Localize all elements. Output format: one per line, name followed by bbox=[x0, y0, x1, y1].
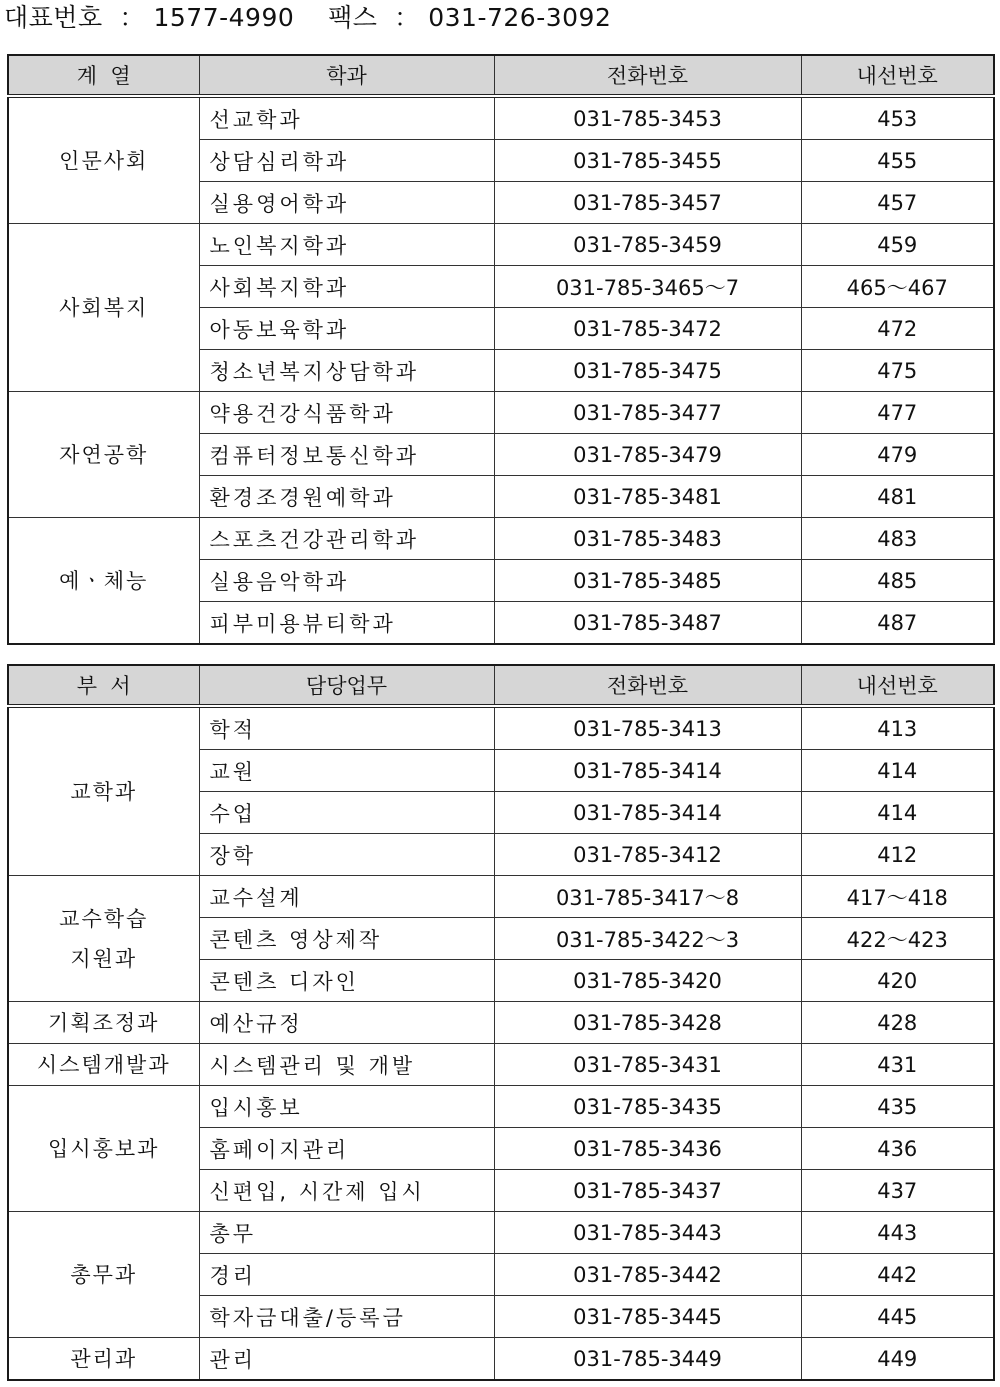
department-name: 피부미용뷰티학과 bbox=[199, 602, 494, 645]
phone-number: 031-785-3422～3 bbox=[494, 918, 801, 960]
phone-number: 031-785-3414 bbox=[494, 750, 801, 792]
header-department: 학과 bbox=[199, 55, 494, 96]
field-group-cell: 사회복지 bbox=[8, 224, 199, 392]
field-group-cell: 인문사회 bbox=[8, 96, 199, 224]
phone-number: 031-785-3442 bbox=[494, 1254, 801, 1296]
header-phone: 전화번호 bbox=[494, 665, 801, 706]
table-row bbox=[8, 518, 994, 560]
table-row bbox=[8, 1338, 994, 1381]
office-group-cell: 기획조정과 bbox=[8, 1002, 199, 1044]
phone-number: 031-785-3481 bbox=[494, 476, 801, 518]
extension-number: 453 bbox=[801, 96, 994, 140]
table-row bbox=[8, 1086, 994, 1128]
extension-number: 477 bbox=[801, 392, 994, 434]
header-office: 부 서 bbox=[8, 665, 199, 706]
extension-number: 414 bbox=[801, 750, 994, 792]
extension-number: 445 bbox=[801, 1296, 994, 1338]
phone-number: 031-785-3445 bbox=[494, 1296, 801, 1338]
extension-number: 455 bbox=[801, 140, 994, 182]
department-name: 노인복지학과 bbox=[199, 224, 494, 266]
duty-name: 시스템관리 및 개발 bbox=[199, 1044, 494, 1086]
extension-number: 481 bbox=[801, 476, 994, 518]
department-name: 실용음악학과 bbox=[199, 560, 494, 602]
extension-number: 442 bbox=[801, 1254, 994, 1296]
contact-line bbox=[4, 0, 611, 36]
office-group-cell: 시스템개발과 bbox=[8, 1044, 199, 1086]
duty-name: 관리 bbox=[199, 1338, 494, 1381]
office-group-cell: 관리과 bbox=[8, 1338, 199, 1381]
phone-number: 031-785-3437 bbox=[494, 1170, 801, 1212]
phone-number: 031-785-3465～7 bbox=[494, 266, 801, 308]
department-name: 스포츠건강관리학과 bbox=[199, 518, 494, 560]
extension-number: 413 bbox=[801, 706, 994, 750]
extension-number: 475 bbox=[801, 350, 994, 392]
phone-number: 031-785-3412 bbox=[494, 834, 801, 876]
table-header-row bbox=[8, 665, 994, 706]
phone-number: 031-785-3417～8 bbox=[494, 876, 801, 918]
phone-number: 031-785-3428 bbox=[494, 1002, 801, 1044]
department-name: 상담심리학과 bbox=[199, 140, 494, 182]
department-directory-body bbox=[8, 96, 994, 644]
extension-number: 443 bbox=[801, 1212, 994, 1254]
extension-number: 431 bbox=[801, 1044, 994, 1086]
header-phone: 전화번호 bbox=[494, 55, 801, 96]
phone-number: 031-785-3420 bbox=[494, 960, 801, 1002]
department-name: 컴퓨터정보통신학과 bbox=[199, 434, 494, 476]
table-row bbox=[8, 224, 994, 266]
extension-number: 417～418 bbox=[801, 876, 994, 918]
extension-number: 465～467 bbox=[801, 266, 994, 308]
header-extension: 내선번호 bbox=[801, 665, 994, 706]
phone-number: 031-785-3435 bbox=[494, 1086, 801, 1128]
phone-number: 031-785-3449 bbox=[494, 1338, 801, 1381]
extension-number: 457 bbox=[801, 182, 994, 224]
table-row bbox=[8, 1212, 994, 1254]
main-number-value: 1577-4990 bbox=[153, 3, 295, 32]
duty-name: 학적 bbox=[199, 706, 494, 750]
duty-name: 교수설계 bbox=[199, 876, 494, 918]
office-group-cell: 교학과 bbox=[8, 706, 199, 876]
phone-number: 031-785-3457 bbox=[494, 182, 801, 224]
extension-number: 437 bbox=[801, 1170, 994, 1212]
table-row bbox=[8, 876, 994, 918]
department-name: 실용영어학과 bbox=[199, 182, 494, 224]
phone-number: 031-785-3475 bbox=[494, 350, 801, 392]
extension-number: 422～423 bbox=[801, 918, 994, 960]
duty-name: 교원 bbox=[199, 750, 494, 792]
extension-number: 487 bbox=[801, 602, 994, 645]
extension-number: 472 bbox=[801, 308, 994, 350]
duty-name: 신편입, 시간제 입시 bbox=[199, 1170, 494, 1212]
extension-number: 420 bbox=[801, 960, 994, 1002]
extension-number: 414 bbox=[801, 792, 994, 834]
duty-name: 입시홍보 bbox=[199, 1086, 494, 1128]
extension-number: 428 bbox=[801, 1002, 994, 1044]
phone-number: 031-785-3487 bbox=[494, 602, 801, 645]
duty-name: 학자금대출/등록금 bbox=[199, 1296, 494, 1338]
phone-number: 031-785-3483 bbox=[494, 518, 801, 560]
table-row bbox=[8, 1002, 994, 1044]
fax-label: 팩스 bbox=[328, 3, 378, 32]
main-number-separator: ： bbox=[119, 3, 146, 32]
phone-number: 031-785-3479 bbox=[494, 434, 801, 476]
duty-name: 콘텐츠 디자인 bbox=[199, 960, 494, 1002]
phone-number: 031-785-3459 bbox=[494, 224, 801, 266]
phone-number: 031-785-3477 bbox=[494, 392, 801, 434]
extension-number: 459 bbox=[801, 224, 994, 266]
header-extension: 내선번호 bbox=[801, 55, 994, 96]
table-row bbox=[8, 1044, 994, 1086]
extension-number: 483 bbox=[801, 518, 994, 560]
duty-name: 총무 bbox=[199, 1212, 494, 1254]
department-name: 청소년복지상담학과 bbox=[199, 350, 494, 392]
duty-name: 장학 bbox=[199, 834, 494, 876]
phone-number: 031-785-3485 bbox=[494, 560, 801, 602]
header-field: 계 열 bbox=[8, 55, 199, 96]
duty-name: 홈페이지관리 bbox=[199, 1128, 494, 1170]
table-row bbox=[8, 392, 994, 434]
table-row bbox=[8, 706, 994, 750]
phone-number: 031-785-3414 bbox=[494, 792, 801, 834]
office-directory-body bbox=[8, 706, 994, 1380]
duty-name: 예산규정 bbox=[199, 1002, 494, 1044]
extension-number: 436 bbox=[801, 1128, 994, 1170]
table-header-row bbox=[8, 55, 994, 96]
department-name: 아동보육학과 bbox=[199, 308, 494, 350]
department-name: 선교학과 bbox=[199, 96, 494, 140]
duty-name: 콘텐츠 영상제작 bbox=[199, 918, 494, 960]
department-name: 약용건강식품학과 bbox=[199, 392, 494, 434]
phone-number: 031-785-3413 bbox=[494, 706, 801, 750]
phone-number: 031-785-3453 bbox=[494, 96, 801, 140]
extension-number: 412 bbox=[801, 834, 994, 876]
phone-number: 031-785-3472 bbox=[494, 308, 801, 350]
department-directory-table bbox=[7, 54, 995, 645]
header-duty: 담당업무 bbox=[199, 665, 494, 706]
extension-number: 435 bbox=[801, 1086, 994, 1128]
phone-number: 031-785-3455 bbox=[494, 140, 801, 182]
field-group-cell: 자연공학 bbox=[8, 392, 199, 518]
office-group-cell: 총무과 bbox=[8, 1212, 199, 1338]
extension-number: 479 bbox=[801, 434, 994, 476]
duty-name: 수업 bbox=[199, 792, 494, 834]
office-group-cell: 교수학습 지원과 bbox=[8, 876, 199, 1002]
fax-number-value: 031-726-3092 bbox=[428, 3, 612, 32]
extension-number: 449 bbox=[801, 1338, 994, 1381]
main-number-label: 대표번호 bbox=[4, 3, 103, 32]
office-directory-table bbox=[7, 664, 995, 1381]
department-name: 사회복지학과 bbox=[199, 266, 494, 308]
department-name: 환경조경원예학과 bbox=[199, 476, 494, 518]
office-group-cell: 입시홍보과 bbox=[8, 1086, 199, 1212]
extension-number: 485 bbox=[801, 560, 994, 602]
phone-number: 031-785-3431 bbox=[494, 1044, 801, 1086]
phone-number: 031-785-3443 bbox=[494, 1212, 801, 1254]
phone-number: 031-785-3436 bbox=[494, 1128, 801, 1170]
fax-separator: ： bbox=[394, 3, 420, 32]
duty-name: 경리 bbox=[199, 1254, 494, 1296]
table-row bbox=[8, 96, 994, 140]
field-group-cell: 예ㆍ체능 bbox=[8, 518, 199, 645]
